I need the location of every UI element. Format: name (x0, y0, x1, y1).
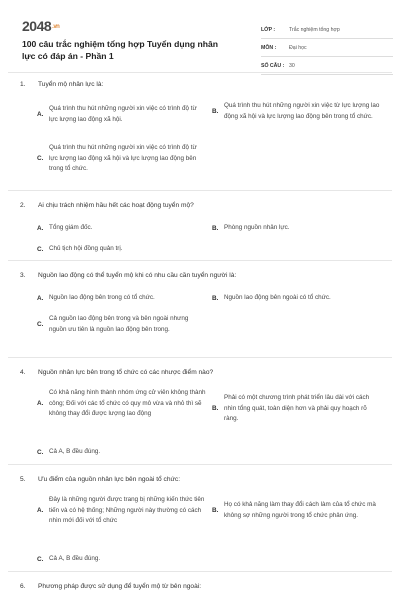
option-a[interactable] (37, 388, 207, 420)
option-text: Cả nguồn lao động bên trong và bên ngoài nhưng nguồn ưu tiên là nguồn lao động bên trong. (49, 315, 189, 333)
option-text: Cả A, B đều đúng. (49, 448, 101, 455)
site-logo[interactable] (22, 18, 59, 34)
option-b[interactable] (212, 223, 382, 234)
option-letter: B. (212, 294, 219, 302)
question-stem: Tuyển mộ nhân lực là: (38, 81, 104, 88)
option-text: Phòng nguồn nhân lực. (224, 224, 290, 231)
question-number: 1. (20, 81, 26, 88)
option-a[interactable] (37, 293, 207, 304)
option-letter: A. (37, 224, 44, 232)
meta-label: MÔN : (261, 44, 277, 51)
document-header (8, 8, 392, 69)
option-text: Quá trình thu hút những người xin việc có trình độ từ lực lượng lao động xã hội và lực lượng lao động bên trong tổ chức. (49, 144, 197, 172)
option-letter: B. (212, 108, 219, 115)
logo-text: 2048 (22, 18, 52, 34)
option-c[interactable] (37, 447, 207, 458)
option-letter: A. (37, 294, 44, 302)
option-b[interactable] (212, 293, 382, 304)
question-list (0, 60, 400, 600)
option-letter: C. (37, 321, 44, 328)
question-number: 4. (20, 369, 26, 376)
option-letter: C. (37, 245, 44, 253)
question-text (20, 271, 380, 280)
question-stem: Nguồn nhân lực bên trong tổ chức có các nhược điểm nào? (38, 369, 214, 376)
meta-value[interactable]: Trắc nghiệm tổng hợp (289, 26, 340, 33)
divider (8, 357, 392, 358)
option-text: Cả A, B đều đúng. (49, 555, 101, 562)
question-stem: Ai chịu trách nhiệm hầu hết các hoạt động tuyển mộ? (38, 202, 194, 209)
divider (8, 260, 392, 261)
question-number: 3. (20, 272, 26, 279)
divider (8, 190, 392, 191)
page-title: 100 câu trắc nghiệm tổng hợp Tuyển dụng nhân lực có đáp án - Phần 1 (22, 39, 218, 61)
option-letter: B. (212, 224, 219, 232)
option-letter: C. (37, 448, 44, 456)
option-b[interactable] (212, 101, 382, 122)
option-letter: B. (212, 405, 219, 413)
option-text: Nguồn lao động bên trong có tổ chức. (49, 294, 155, 301)
question-stem: Nguồn lao động có thể tuyển mộ khi có nhu cầu cần tuyển người là: (38, 272, 237, 279)
option-b[interactable] (212, 393, 382, 425)
option-a[interactable] (37, 495, 207, 527)
question-text (20, 475, 380, 484)
question-number: 5. (20, 476, 26, 483)
question-stem: Phương pháp được sử dụng để tuyển mộ từ bên ngoài: (38, 583, 202, 590)
option-c[interactable] (37, 554, 207, 565)
meta-value: 30 (289, 62, 295, 69)
meta-row-class (261, 21, 393, 39)
meta-value[interactable]: Đại học (289, 44, 307, 51)
question-text (20, 201, 380, 210)
option-letter: C. (37, 155, 44, 163)
meta-row-subject (261, 39, 393, 57)
option-text: Họ có khả năng làm thay đổi cách làm của tổ chức mà không sợ những người trong tổ chức phản ứng. (224, 501, 376, 519)
question-number: 2. (20, 202, 26, 209)
option-c[interactable] (37, 244, 207, 255)
divider (8, 464, 392, 465)
question-text (20, 582, 380, 591)
option-letter: A. (37, 507, 44, 515)
option-c[interactable] (37, 143, 207, 175)
question-text (20, 80, 380, 89)
option-text: Có khả năng hình thành nhóm ứng cử viên không thành công; Đối với các tổ chức có quy mô vừa và nhỏ thì sẽ không thay đổi được lượng lao động (49, 389, 206, 417)
option-c[interactable] (37, 314, 207, 335)
option-text: Đây là những người được trang bị những kiến thức tiên tiến và có hệ thống; Những người này thường có cách nhìn mới đối với tổ chức (49, 496, 205, 524)
option-letter: B. (212, 507, 219, 514)
option-text: Phải có một chương trình phát triển lâu dài với cách nhìn tổng quát, toàn diện hơn và phải quy hoạch rõ ràng. (224, 394, 370, 422)
logo-suffix: .vn (52, 24, 60, 31)
meta-label: SỐ CÂU : (261, 62, 285, 69)
meta-label: LỚP : (261, 26, 276, 33)
option-text: Chủ tịch hội đồng quản trị. (49, 245, 123, 252)
divider (8, 571, 392, 572)
option-a[interactable] (37, 223, 207, 234)
option-text: Nguồn lao động bên ngoài có tổ chức. (224, 294, 331, 301)
question-number: 6. (20, 583, 26, 590)
option-letter: A. (37, 400, 44, 408)
option-letter: C. (37, 555, 44, 563)
question-text (20, 368, 380, 377)
option-text: Quá trình thu hút những người xin việc từ lực lượng lao động xã hội và lực lượng lao động bên trong tổ chức. (224, 102, 380, 120)
option-a[interactable] (37, 104, 207, 125)
option-letter: A. (37, 111, 44, 118)
option-text: Quá trình thu hút những người xin việc có trình độ từ lực lượng lao động xã hội. (49, 105, 197, 123)
question-stem: Ưu điểm của nguồn nhân lực bên ngoài tổ chức: (38, 476, 181, 483)
option-text: Tổng giám đốc. (49, 224, 93, 231)
option-b[interactable] (212, 500, 382, 521)
